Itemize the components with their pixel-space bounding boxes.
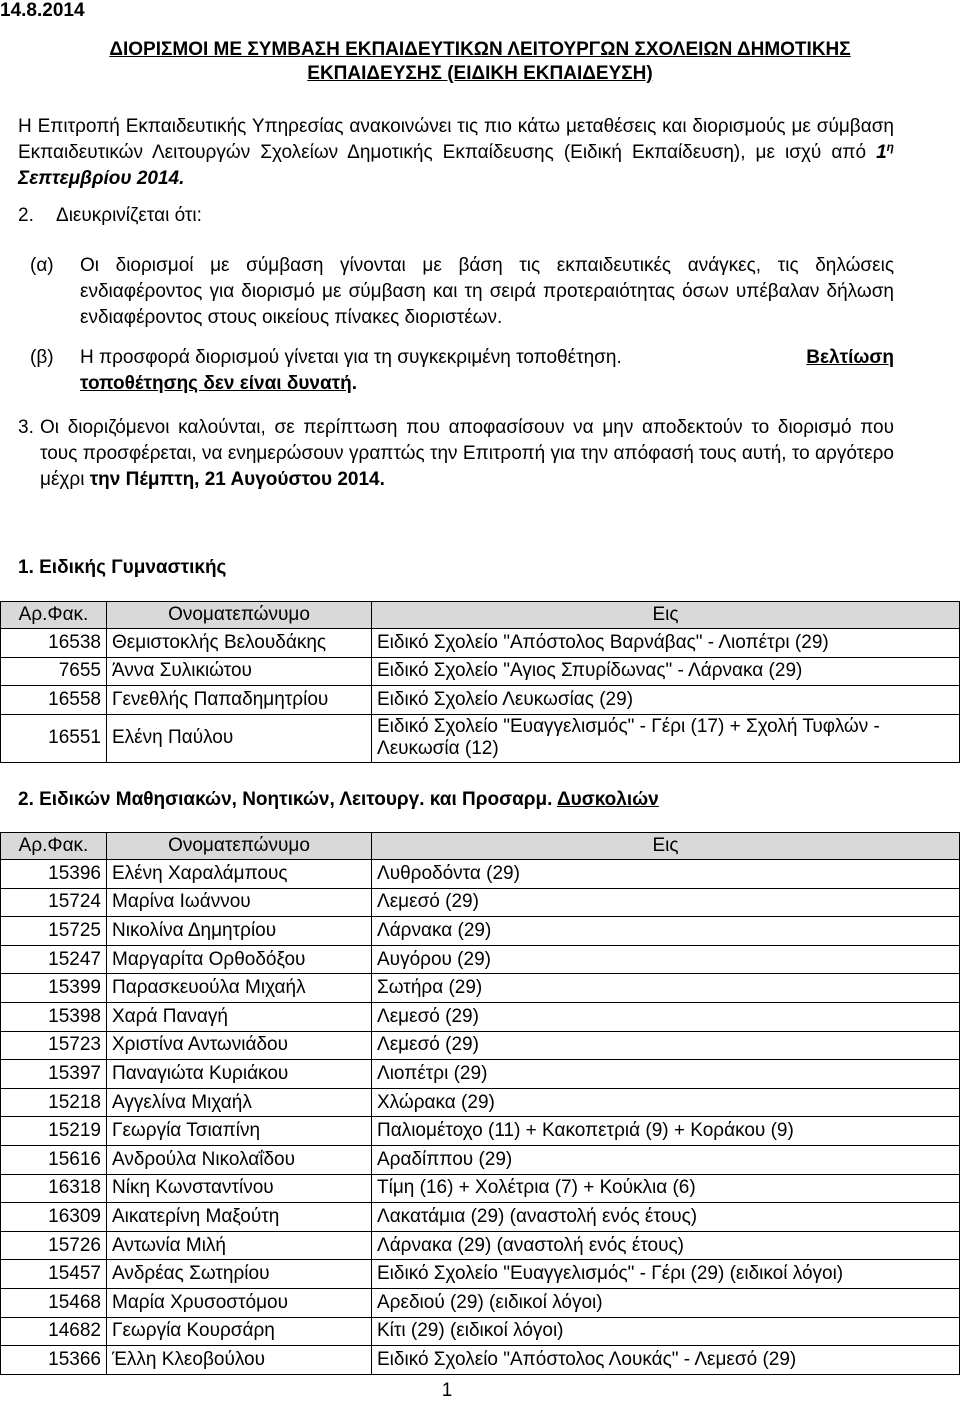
- file-number-cell: 16551: [1, 714, 107, 762]
- clarify-b-dot: .: [351, 373, 358, 394]
- placement-cell: Λεμεσό (29): [372, 1031, 960, 1060]
- name-cell: Μαρίνα Ιωάννου: [107, 888, 372, 917]
- file-number-cell: 15219: [1, 1117, 107, 1146]
- file-number-cell: 16318: [1, 1174, 107, 1203]
- intro-date-num: 1: [876, 142, 887, 163]
- intro-date-sup: η: [886, 140, 894, 154]
- name-cell: Ανδρούλα Νικολαΐδου: [107, 1145, 372, 1174]
- table-row: [1, 1060, 960, 1089]
- placement-cell: Χλώρακα (29): [372, 1088, 960, 1117]
- table-row: [1, 1288, 960, 1317]
- col-header-to: Εις: [372, 833, 960, 860]
- name-cell: Έλλη Κλεοβούλου: [107, 1346, 372, 1375]
- file-number-cell: 15398: [1, 1002, 107, 1031]
- intro-date-rest: Σεπτεμβρίου 2014.: [18, 168, 185, 189]
- table-row: [1, 1260, 960, 1289]
- name-cell: Μαρία Χρυσοστόμου: [107, 1288, 372, 1317]
- clarify-item-b: [30, 345, 894, 397]
- file-number-cell: 16538: [1, 629, 107, 658]
- name-cell: Παρασκευούλα Μιχαήλ: [107, 974, 372, 1003]
- file-number-cell: 15399: [1, 974, 107, 1003]
- clarify-number: 2.: [18, 205, 34, 226]
- placement-cell: Λάρνακα (29) (αναστολή ενός έτους): [372, 1231, 960, 1260]
- table-row: [1, 686, 960, 715]
- name-cell: Ελένη Χαραλάμπους: [107, 860, 372, 889]
- table-row: [1, 1031, 960, 1060]
- document-title: [0, 38, 960, 86]
- file-number-cell: 15218: [1, 1088, 107, 1117]
- name-cell: Γεωργία Τσιαπίνη: [107, 1117, 372, 1146]
- page-number: 1: [441, 1380, 453, 1401]
- section-2-title: [18, 788, 659, 812]
- name-cell: Νικολίνα Δημητρίου: [107, 917, 372, 946]
- placement-cell: Λεμεσό (29): [372, 1002, 960, 1031]
- name-cell: Χριστίνα Αντωνιάδου: [107, 1031, 372, 1060]
- table-row: [1, 1203, 960, 1232]
- placement-cell: Τίμη (16) + Χολέτρια (7) + Κούκλια (6): [372, 1174, 960, 1203]
- clarify-b-label: (β): [30, 347, 54, 368]
- section-1-title: 1. Ειδικής Γυμναστικής: [18, 557, 227, 578]
- table-row: [1, 1088, 960, 1117]
- col-header-name: Ονοματεπώνυμο: [107, 833, 372, 860]
- clarify-b-bold-2: τοποθέτησης δεν είναι δυνατή: [80, 373, 352, 394]
- table-row: [1, 1117, 960, 1146]
- table-row: [1, 1231, 960, 1260]
- name-cell: Θεμιστοκλής Βελουδάκης: [107, 629, 372, 658]
- file-number-cell: 15724: [1, 888, 107, 917]
- placement-cell: Λεμεσό (29): [372, 888, 960, 917]
- table-row: [1, 974, 960, 1003]
- table-row: [1, 888, 960, 917]
- notice-text: Οι διοριζόμενοι καλούνται, σε περίπτωση που αποφασίσουν να μην αποδεκτούν το διορισμό που τους προσφέρεται, να ενημερώσουν γραπτώς την Επιτροπή για την απόφασή τους αυτή, το αργότερο μέχρι: [40, 417, 894, 490]
- file-number-cell: 16558: [1, 686, 107, 715]
- table-row: [1, 714, 960, 762]
- clarify-a-label: (α): [30, 255, 54, 276]
- intro-text: Η Επιτροπή Εκπαιδευτικής Υπηρεσίας ανακοινώνει τις πιο κάτω μεταθέσεις και διορισμούς με σύμβαση Εκπαιδευτικών Λειτουργών Σχολείων Δημοτικής Εκπαίδευσης (Ειδική Εκπαίδευση), με ισχύ από: [18, 116, 894, 163]
- name-cell: Αντωνία Μιλή: [107, 1231, 372, 1260]
- clarify-b-bold-1: Βελτίωση: [806, 347, 894, 368]
- notice-number: 3.: [18, 417, 34, 438]
- file-number-cell: 15725: [1, 917, 107, 946]
- file-number-cell: 15723: [1, 1031, 107, 1060]
- document-date: 14.8.2014: [0, 0, 85, 21]
- section-2-title-underlined: Δυσκολιών: [557, 789, 659, 810]
- table-row: [1, 860, 960, 889]
- table-row: [1, 945, 960, 974]
- file-number-cell: 16309: [1, 1203, 107, 1232]
- file-number-cell: 15457: [1, 1260, 107, 1289]
- clarify-item-a: [30, 253, 894, 331]
- notice-deadline: την Πέμπτη, 21 Αυγούστου 2014.: [89, 469, 385, 490]
- placement-cell: Αρεδιού (29) (ειδικοί λόγοι): [372, 1288, 960, 1317]
- placement-cell: Ειδικό Σχολείο "Ευαγγελισμός" - Γέρι (17) + Σχολή Τυφλών - Λευκωσία (12): [372, 714, 960, 762]
- clarify-text: Διευκρινίζεται ότι:: [56, 205, 202, 226]
- placement-cell: Λακατάμια (29) (αναστολή ενός έτους): [372, 1203, 960, 1232]
- clarify-a-text: Οι διορισμοί με σύμβαση γίνονται με βάση τις εκπαιδευτικές ανάγκες, τις δηλώσεις ενδιαφέροντος για διορισμό με σύμβαση και τη σειρά προτεραιότητας όσων υπέβαλαν δήλωση ενδιαφέροντος στους οικείους πίνακες διοριστέων.: [80, 255, 894, 328]
- intro-paragraph: [18, 114, 894, 192]
- clarify-b-text: Η προσφορά διορισμού γίνεται για τη συγκεκριμένη τοποθέτηση.: [80, 347, 622, 368]
- placement-cell: Ειδικό Σχολείο Λευκωσίας (29): [372, 686, 960, 715]
- placement-cell: Αυγόρου (29): [372, 945, 960, 974]
- placement-cell: Ειδικό Σχολείο "Ευαγγελισμός" - Γέρι (29) (ειδικοί λόγοι): [372, 1260, 960, 1289]
- table-row: [1, 1317, 960, 1346]
- placement-cell: Λυθροδόντα (29): [372, 860, 960, 889]
- col-header-to: Εις: [372, 602, 960, 629]
- table-row: [1, 1145, 960, 1174]
- name-cell: Ανδρέας Σωτηρίου: [107, 1260, 372, 1289]
- col-header-file: Αρ.Φακ.: [1, 833, 107, 860]
- table-row: [1, 657, 960, 686]
- name-cell: Αικατερίνη Μαξούτη: [107, 1203, 372, 1232]
- name-cell: Ελένη Παύλου: [107, 714, 372, 762]
- col-header-file: Αρ.Φακ.: [1, 602, 107, 629]
- file-number-cell: 15397: [1, 1060, 107, 1089]
- table-header-row: [1, 602, 960, 629]
- file-number-cell: 15396: [1, 860, 107, 889]
- name-cell: Γενεθλής Παπαδημητρίου: [107, 686, 372, 715]
- notice-paragraph: [18, 415, 894, 493]
- file-number-cell: 15468: [1, 1288, 107, 1317]
- name-cell: Χαρά Παναγή: [107, 1002, 372, 1031]
- section-2-table: [0, 832, 960, 1375]
- title-line-1: ΔΙΟΡΙΣΜΟΙ ΜΕ ΣΥΜΒΑΣΗ ΕΚΠΑΙΔΕΥΤΙΚΩΝ ΛΕΙΤΟΥΡΓΩΝ ΣΧΟΛΕΙΩΝ ΔΗΜΟΤΙΚΗΣ: [109, 39, 851, 60]
- file-number-cell: 15247: [1, 945, 107, 974]
- file-number-cell: 15726: [1, 1231, 107, 1260]
- table-row: [1, 1174, 960, 1203]
- placement-cell: Ειδικό Σχολείο "Απόστολος Βαρνάβας" - Λιοπέτρι (29): [372, 629, 960, 658]
- file-number-cell: 15366: [1, 1346, 107, 1375]
- name-cell: Γεωργία Κουρσάρη: [107, 1317, 372, 1346]
- name-cell: Παναγιώτα Κυριάκου: [107, 1060, 372, 1089]
- name-cell: Νίκη Κωνσταντίνου: [107, 1174, 372, 1203]
- placement-cell: Παλιομέτοχο (11) + Κακοπετριά (9) + Κοράκου (9): [372, 1117, 960, 1146]
- table-header-row: [1, 833, 960, 860]
- file-number-cell: 15616: [1, 1145, 107, 1174]
- placement-cell: Ειδικό Σχολείο "Αγιος Σπυρίδωνας" - Λάρνακα (29): [372, 657, 960, 686]
- clarify-heading: [18, 203, 894, 229]
- table-row: [1, 917, 960, 946]
- section-2-title-plain: 2. Ειδικών Μαθησιακών, Νοητικών, Λειτουργ. και Προσαρμ.: [18, 789, 557, 810]
- name-cell: Άννα Συλικιώτου: [107, 657, 372, 686]
- placement-cell: Λάρνακα (29): [372, 917, 960, 946]
- section-1-table: [0, 601, 960, 763]
- table-row: [1, 629, 960, 658]
- file-number-cell: 14682: [1, 1317, 107, 1346]
- placement-cell: Κίτι (29) (ειδικοί λόγοι): [372, 1317, 960, 1346]
- placement-cell: Αραδίππου (29): [372, 1145, 960, 1174]
- file-number-cell: 7655: [1, 657, 107, 686]
- name-cell: Μαργαρίτα Ορθοδόξου: [107, 945, 372, 974]
- placement-cell: Σωτήρα (29): [372, 974, 960, 1003]
- col-header-name: Ονοματεπώνυμο: [107, 602, 372, 629]
- placement-cell: Λιοπέτρι (29): [372, 1060, 960, 1089]
- table-row: [1, 1002, 960, 1031]
- table-row: [1, 1346, 960, 1375]
- name-cell: Αγγελίνα Μιχαήλ: [107, 1088, 372, 1117]
- title-line-2: ΕΚΠΑΙΔΕΥΣΗΣ (ΕΙΔΙΚΗ ΕΚΠΑΙΔΕΥΣΗ): [307, 63, 653, 84]
- placement-cell: Ειδικό Σχολείο "Απόστολος Λουκάς" - Λεμεσό (29): [372, 1346, 960, 1375]
